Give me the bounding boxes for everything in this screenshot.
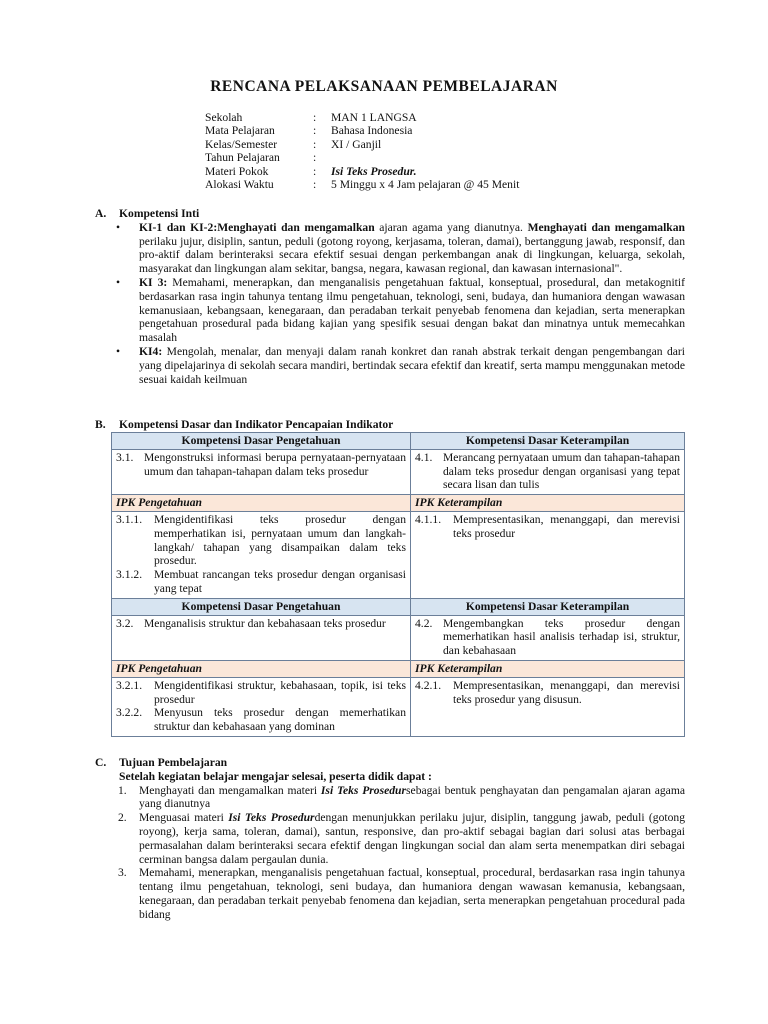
list-text: Memahami, menerapkan, menganalisis pengetahuan factual, konseptual, procedural, berdasarkan rasa ingin tahunya tentang ilmu pengetahuan, teknologi, seni budaya, dan humaniora dengan wawasan kemanusia, kebangsaan, kenegaraan, dan peradaban terkait penyebab fenomena dan kejadian, serta menerapkan pengetahuan procedural pada bidang (139, 866, 685, 921)
ki-emphasis: Menghayati dan mengamalkan (527, 220, 685, 234)
identity-colon: : (313, 151, 317, 165)
section-title: Tujuan Pembelajaran (119, 756, 228, 769)
list-number: 1. (118, 783, 127, 797)
identity-key: Sekolah (205, 111, 243, 124)
list-number: 2. (118, 811, 127, 825)
ipk-item (116, 706, 406, 734)
ipk-item (415, 679, 680, 707)
ipk-number: 3.1.2. (116, 568, 143, 582)
identity-key: Mata Pelajaran (205, 124, 275, 138)
ipk-number: 3.2.2. (116, 706, 143, 720)
ki-label: KI-1 dan KI-2:Menghayati dan mengamalkan (139, 220, 375, 234)
ki-label: KI4: (139, 344, 163, 358)
kd-cell (112, 449, 411, 494)
section-kompetensi-dasar (95, 418, 685, 432)
kd-cell (411, 615, 685, 660)
list-emphasis: Isi Teks Prosedur (320, 783, 407, 797)
identity-value: 5 Minggu x 4 Jam pelajaran @ 45 Menit (331, 177, 520, 191)
ipk-text: Mengidentifikasi struktur, kebahasaan, topik, isi teks prosedur (154, 678, 406, 706)
kd-number: 3.1. (116, 450, 134, 464)
identity-value: XI / Ganjil (331, 137, 382, 151)
table-row (112, 615, 685, 660)
list-text: Menghayati dan mengamalkan materi (139, 783, 321, 797)
section-title: Kompetensi Dasar dan Indikator Pencapaian Indikator (119, 418, 394, 431)
kd-text: Mengembangkan teks prosedur dengan memerhatikan hasil analisis terhadap isi, struktur, dan kebahasaan (443, 616, 680, 658)
identity-key: Alokasi Waktu (205, 177, 274, 191)
ipk-cell (411, 677, 685, 736)
section-letter: B. (95, 418, 106, 431)
table-header-row (112, 433, 685, 450)
header-kd-pengetahuan: Kompetensi Dasar Pengetahuan (112, 598, 411, 615)
ipk-cell (411, 511, 685, 598)
identity-row-time (205, 178, 519, 191)
table-row (112, 449, 685, 494)
identity-row-class (205, 138, 519, 151)
kd-table (111, 432, 685, 737)
ipk-item (415, 513, 680, 541)
ki-text: ajaran agama yang dianutnya. (374, 220, 528, 234)
identity-row-school (205, 111, 519, 124)
list-number: 3. (118, 866, 127, 880)
identity-block (205, 111, 519, 191)
section-letter: A. (95, 207, 107, 220)
ipk-number: 4.1.1. (415, 512, 442, 526)
kd-text: Mengonstruksi informasi berupa pernyataan-pernyataan umum dan tahapan-tahapan dalam teks prosedur (144, 450, 406, 478)
ipk-number: 3.1.1. (116, 512, 143, 526)
identity-colon: : (313, 177, 317, 191)
identity-row-year (205, 151, 519, 164)
kd-item (415, 617, 680, 658)
kd-item (415, 451, 680, 492)
section-heading (95, 756, 685, 770)
table-row (112, 677, 685, 736)
section-intro: Setelah kegiatan belajar mengajar selesai, peserta didik dapat : (119, 769, 432, 783)
identity-value: Bahasa Indonesia (331, 124, 413, 138)
ipk-item (116, 679, 406, 707)
ipk-header-row (112, 495, 685, 512)
header-ipk-pengetahuan: IPK Pengetahuan (112, 660, 411, 677)
ki-text: perilaku jujur, disiplin, santun, peduli (gotong royong, kerjasama, toleran, damai), bertanggung jawab, responsif, dan pro-aktif dalam berinteraksi secara efektif sesuai dengan perkembangan anak di lingkungan, keluarga, sekolah, masyarakat dan lingkungan alam sekitar, bangsa, negara, kawasan regional, dan kawasan internasional". (139, 234, 685, 276)
ki-text: Memahami, menerapkan, dan menganalisis pengetahuan faktual, konseptual, prosedural, dan metakognitif berdasarkan rasa ingin tahunya tentang ilmu pengetahuan, teknologi, seni, budaya, dan humaniora dengan wawasan kemanusiaan, kebangsaan, kenegaraan, dan peradaban terkait penyebab fenomena dan kejadian, serta menerapkan pengetahuan prosedural pada bidang kajian yang spesifik sesuai dengan bakat dan minatnya untuk memecahkan masalah (139, 275, 685, 345)
header-kd-keterampilan: Kompetensi Dasar Keterampilan (411, 598, 685, 615)
table-row (112, 511, 685, 598)
section-heading (95, 418, 685, 432)
section-title: Kompetensi Inti (119, 207, 200, 220)
header-kd-pengetahuan: Kompetensi Dasar Pengetahuan (112, 433, 411, 450)
identity-row-subject (205, 124, 519, 137)
ipk-cell (112, 677, 411, 736)
section-heading (95, 207, 685, 221)
list-text: sebagai bentuk penghayatan dan pengamalan ajaran agama yang dianutnya (139, 783, 685, 811)
list-item-ki12 (139, 221, 685, 276)
ipk-text: Mengidentifikasi teks prosedur dengan memperhatikan isi, pernyataan umum dan langkah-langkah/ tahapan yang disampaikan dalam teks prosedur. (154, 512, 406, 568)
page-title: RENCANA PELAKSANAAN PEMBELAJARAN (210, 78, 558, 95)
kd-item (116, 617, 406, 631)
identity-key: Kelas/Semester (205, 137, 278, 151)
list-item (118, 866, 685, 921)
kd-number: 4.2. (415, 616, 433, 630)
identity-colon: : (313, 164, 317, 178)
ipk-item (116, 513, 406, 568)
kd-cell (411, 449, 685, 494)
ki-label: KI 3: (139, 275, 168, 289)
section-kompetensi-inti (95, 207, 685, 386)
identity-colon: : (313, 137, 317, 151)
list-item (118, 811, 685, 866)
identity-key: Tahun Pelajaran (205, 151, 280, 165)
list-item (118, 783, 685, 812)
identity-value: MAN 1 LANGSA (331, 111, 417, 124)
header-ipk-pengetahuan: IPK Pengetahuan (112, 495, 411, 512)
kd-cell (112, 615, 411, 660)
identity-value: Isi Teks Prosedur. (331, 164, 417, 178)
ipk-item (116, 568, 406, 596)
header-kd-keterampilan: Kompetensi Dasar Keterampilan (411, 433, 685, 450)
ipk-number: 3.2.1. (116, 678, 143, 692)
section-tujuan-pembelajaran (95, 756, 685, 922)
list-text: dengan menunjukkan perilaku jujur, disiplin, tanggung jawab, peduli (gotong royong), kerja sama, toleran, damai), santun, responsive, dan pro-aktif sebagai bagian dari solusi atas berbagai permasalahan dalam berinteraksi secara efektif dengan lingkungan social dan alam serta menempatkan diri sebagai cerminan bangsa dalam pergaulan dunia. (139, 811, 685, 866)
table-header-row (112, 598, 685, 615)
identity-colon: : (313, 124, 317, 138)
ki-text: Mengolah, menalar, dan menyaji dalam ranah konkret dan ranah abstrak terkait dengan pengembangan dari yang dipelajarinya di sekolah secara mandiri, bertindak secara efektif dan kreatif, serta mampu menggunakan metode sesuai kaidah keilmuan (139, 344, 685, 386)
list-text: Menguasai materi (139, 811, 229, 825)
list-emphasis: Isi Teks Prosedur (228, 811, 315, 825)
ki-list (95, 221, 685, 387)
ipk-cell (112, 511, 411, 598)
ipk-text: Membuat rancangan teks prosedur dengan organisasi yang tepat (154, 568, 406, 595)
section-letter: C. (95, 756, 107, 769)
ipk-text: Menyusun teks prosedur dengan memerhatikan struktur dan kebahasaan yang dominan (154, 706, 406, 734)
header-ipk-keterampilan: IPK Keterampilan (411, 660, 685, 677)
ipk-number: 4.2.1. (415, 678, 442, 692)
ipk-text: Mempresentasikan, menanggapi, dan merevisi teks prosedur yang disusun. (453, 678, 680, 706)
identity-row-topic (205, 165, 519, 178)
ipk-text: Mempresentasikan, menanggapi, dan merevisi teks prosedur (453, 512, 680, 540)
ipk-header-row (112, 660, 685, 677)
header-ipk-keterampilan: IPK Keterampilan (411, 495, 685, 512)
tujuan-list (95, 784, 685, 922)
kd-number: 4.1. (415, 450, 433, 464)
identity-colon: : (313, 111, 317, 124)
identity-key: Materi Pokok (205, 164, 269, 178)
kd-number: 3.2. (116, 616, 134, 630)
kd-text: Menganalisis struktur dan kebahasaan teks prosedur (144, 616, 386, 630)
list-item-ki4 (139, 345, 685, 386)
list-item-ki3 (139, 276, 685, 345)
kd-item (116, 451, 406, 479)
kd-text: Merancang pernyataan umum dan tahapan-tahapan dalam teks prosedur dengan organisasi yang tepat secara lisan dan tulis (443, 450, 680, 492)
